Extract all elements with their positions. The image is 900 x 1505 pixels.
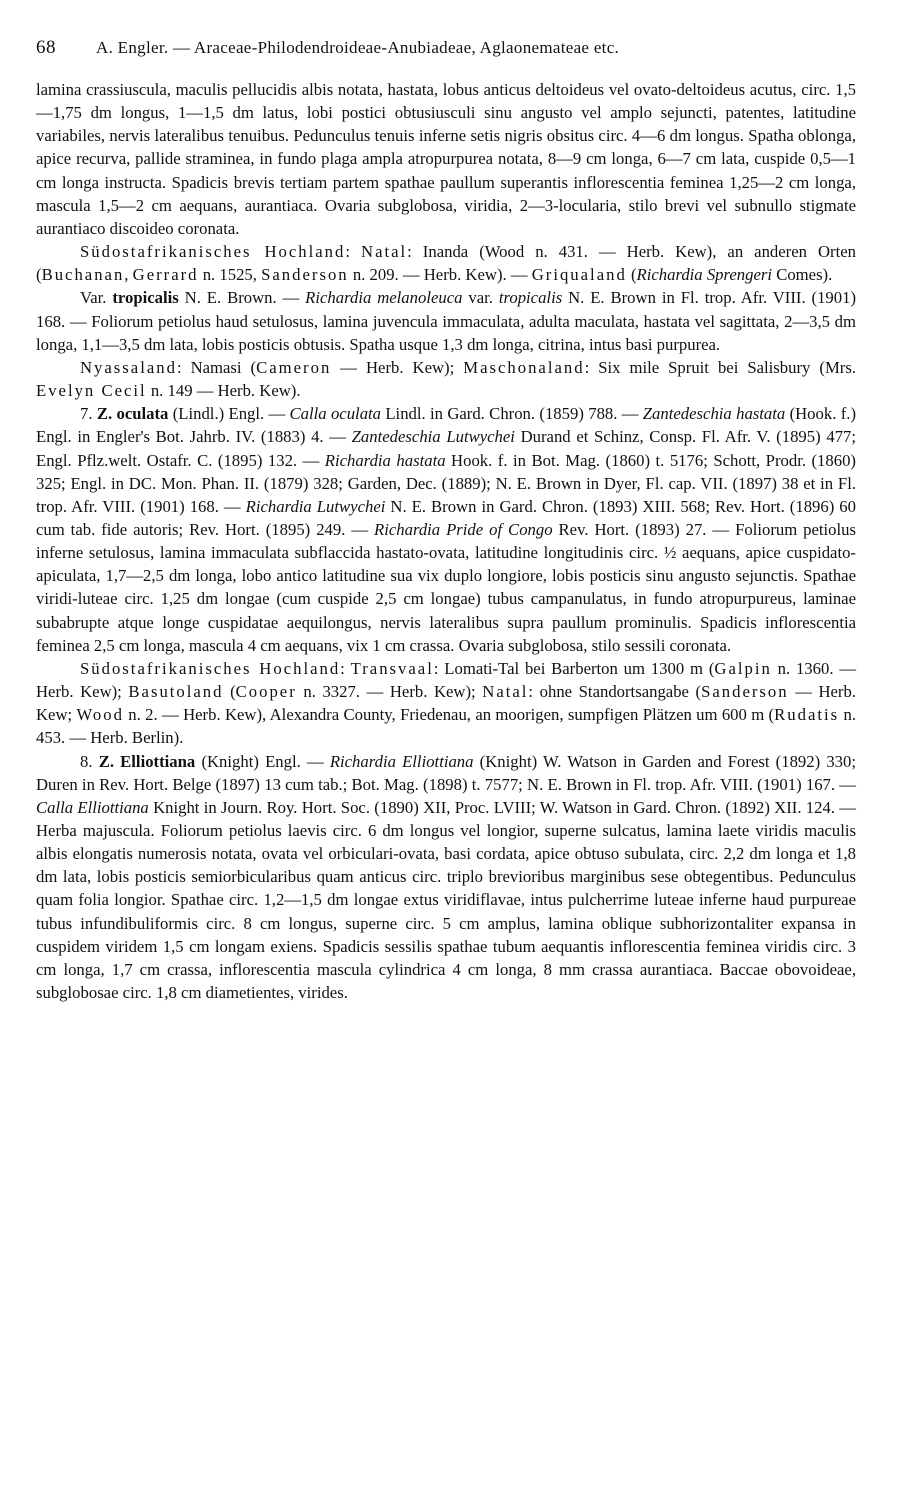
paragraph-p4	[36, 356, 856, 402]
text-run: Knight in Journ. Roy. Hort. Soc. (1890) XII, Proc. LVIII; W. Watson in Gard. Chron. (1892) XII. 124. — Herba majuscula. Foliorum petiolus laevis circ. 6 dm longus vel longior, superne sulcatus, lamina laete viridis maculis albis elongatis numerosis notata, ovata vel orbiculari-ovata, basi cordata, apice obtuso subulata, circ. 2,2 dm longa et 1,8 dm lata, lobis posticis semiorbicularibus quam anticus circ. triplo brevioribus marginibus sese obtegentibus. Pedunculus quam folia longior. Spathae circ. 1,2—1,5 dm longae extus viridiflavae, intus pulcherrime luteae inferne haud purpureae tubus infundibuliformis circ. 8 cm longus, superne circ. 5 cm amplus, lamina oblique subhorizontaliter expansa in cuspidem viridem 1,5 cm longam exiens. Spadicis sessilis spathae tubum aequantis inflorescentia feminea viridis circ. 3 cm longa, 1,7 cm crassa, inflorescentia mascula cylindrica 4 cm longa, 8 mm crassa aurantiaca. Baccae obovoideae, subglobosae circ. 1,8 cm diametientes, virides.	[36, 797, 856, 1003]
text-run: lamina crassiuscula, maculis pellucidis albis notata, hastata, lobus anticus deltoideus vel ovato-deltoideus acutus, circ. 1,5—1,75 dm longus, 1—1,5 dm latus, lobi postici obtusiusculi sinu angusto vel amplo sejuncti, patentes, latitudine variabiles, nervis lateralibus tenuibus. Pedunculus tenuis inferne setis nigris obsitus circ. 4—6 dm longus. Spatha oblonga, apice recurva, pallide straminea, in fundo plaga ampla atropurpurea notata, 8—9 cm longa, 6—7 cm lata, cuspide 0,5—1 cm longa instructa. Spadicis brevis tertiam partem spathae paullum superantis inflorescentia feminea 1,25—2 cm longa, mascula 1,5—2 cm aequans, aurantiaca. Ovaria subglobosa, viridia, 2—3-locularia, stilo brevi vel subnullo stigmate aurantiaco discoideo coronata.	[36, 80, 856, 238]
paragraph-p3	[36, 286, 856, 355]
page-number: 68	[36, 37, 56, 58]
text-run: N. E. Brown. —	[178, 288, 306, 308]
text-run: (	[223, 682, 236, 702]
text-run: (	[626, 265, 637, 285]
text-run: (Lindl.) Engl. —	[168, 404, 290, 424]
italic-taxon-name: tropicalis	[498, 288, 563, 308]
spaced-locality-name: Südostafrikanisches Hochland	[80, 242, 346, 262]
spaced-locality-name: Wood	[76, 705, 124, 725]
italic-taxon-name: Calla Elliottiana	[36, 797, 149, 817]
text-run: (Knight) Engl. —	[195, 751, 330, 771]
text-run: Lindl. in Gard. Chron. (1859) 788. —	[381, 404, 643, 424]
paragraph-p7	[36, 750, 856, 1005]
spaced-locality-name: Buchanan	[41, 265, 125, 285]
italic-taxon-name: Richardia Elliottiana	[329, 751, 474, 771]
text-run: N. E. Brown in Gard. Chron. (1893) XIII. 568; Rev. Hort. (1896) 60 cum tab. fide autoris; Rev. Hort. (1895) 249. —	[36, 496, 856, 539]
italic-taxon-name: Richardia Lutwychei	[245, 496, 386, 516]
text-run: N. E. Brown in Fl. trop. Afr. VIII. (1901) 168. — Foliorum petiolus haud setulosus, lamina juvencula immaculata, adulta maculata, hastata vel sagittata, 2—3,5 dm longa, 1,1—3,5 dm lata, lobis posticis obtusis. Spatha usque 1,3 dm longa, citrina, intus basi purpurea.	[36, 288, 857, 354]
text-run: Durand et Schinz, Consp. Fl. Afr. V. (1895) 477; Engl. Pflz.welt. Ostafr. C. (1895) 132. —	[36, 427, 857, 470]
italic-taxon-name: Richardia melanoleuca	[305, 288, 463, 308]
paragraph-p5	[36, 402, 856, 657]
text-run: : Inanda (Wood n. 431. — Herb. Kew), an anderen Orten (	[36, 242, 856, 285]
italic-taxon-name: Richardia Sprengeri	[636, 265, 773, 285]
spaced-locality-name: Basutoland	[128, 682, 224, 702]
spaced-locality-name: Cameron	[256, 357, 332, 377]
spaced-locality-name: Griqualand	[531, 265, 627, 285]
spaced-locality-name: Sanderson	[261, 265, 349, 285]
spaced-locality-name: Rudatis	[774, 705, 840, 725]
spaced-locality-name: Nyassaland	[80, 357, 177, 377]
spaced-locality-name: Natal	[361, 242, 408, 262]
italic-taxon-name: Zantedeschia Lutwychei	[351, 427, 515, 447]
italic-taxon-name: Richardia Pride of Congo	[374, 519, 553, 539]
text-run: n. 2. — Herb. Kew), Alexandra County, Friedenau, an moorigen, sumpfigen Plätzen um 600 m (	[123, 705, 775, 725]
text-run: Var.	[80, 288, 113, 308]
spaced-locality-name: Gerrard	[132, 265, 199, 285]
bold-taxon-name: tropicalis	[112, 288, 179, 308]
text-run: :	[345, 242, 362, 262]
text-run: Rev. Hort. (1893) 27. — Foliorum petiolus inferne setulosus, lamina immaculata subflaccida hastato-ovata, latitudine longitudinis circ. ½ aequans, apice cuspidato-apiculata, 1,7—2,5 dm longa, lobo antico latitudine sua vix duplo longiore, lobis posticis sinu angusto sejunctis. Spathae viridi-luteae circ. 1,25 dm longae (cum cuspide 2,5 cm longae) tubus campanulatus, in fundo atropurpureus, laminae subabrupte atque longe cuspidatae aequilongus, nervis lateralibus supra paullum prominulis. Spadicis inflorescentia feminea 2,5 cm longa, mascula 4 cm aequans, vix 1 cm crassa. Ovaria subglobosa, stilo sessili coronata.	[36, 519, 857, 655]
text-run: n. 209. — Herb. Kew). —	[348, 265, 532, 285]
spaced-locality-name: Evelyn Cecil	[36, 381, 147, 401]
text-run: var.	[462, 288, 499, 308]
page-header	[36, 36, 856, 60]
italic-taxon-name: Calla oculata	[289, 404, 382, 424]
running-title: A. Engler. — Araceae-Philodendroideae-Anubiadeae, Aglaonemateae etc.	[96, 38, 620, 57]
spaced-locality-name: Cooper	[235, 682, 297, 702]
spaced-locality-name: Natal	[482, 682, 529, 702]
spaced-locality-name: Maschonaland	[463, 357, 585, 377]
text-run: : Namasi (	[176, 357, 257, 377]
paragraph-p2	[36, 240, 856, 286]
text-run: n. 149 — Herb. Kew).	[146, 381, 301, 401]
text-run: n. 3327. — Herb. Kew);	[296, 682, 483, 702]
text-run: : ohne Standortsangabe (	[528, 682, 702, 702]
text-run: ,	[124, 265, 133, 285]
body-text	[36, 78, 856, 1004]
spaced-locality-name: Sanderson	[701, 682, 789, 702]
text-run: 8.	[80, 751, 99, 771]
text-run: — Herb. Kew);	[331, 357, 464, 377]
text-run: 7.	[80, 404, 97, 424]
text-run: (Knight) W. Watson in Garden and Forest (1892) 330; Duren in Rev. Hort. Belge (1897) 13 cum tab.; Bot. Mag. (1898) t. 7577; N. E. Brown in Fl. trop. Afr. VIII. (1901) 167. —	[36, 751, 856, 794]
text-run: n. 1360. — Herb. Kew);	[36, 658, 857, 702]
text-run: :	[340, 658, 351, 678]
paragraph-p6	[36, 657, 856, 750]
italic-taxon-name: Richardia hastata	[324, 450, 446, 470]
text-run: : Lomati-Tal bei Barberton um 1300 m (	[433, 658, 715, 678]
text-run: n. 1525,	[198, 265, 262, 285]
text-run: Comes).	[772, 265, 833, 285]
spaced-locality-name: Galpin	[714, 658, 772, 678]
text-run: (Hook. f.) Engl. in Engler's Bot. Jahrb. IV. (1883) 4. —	[36, 404, 857, 447]
text-run: n. 453. — Herb. Berlin).	[36, 705, 856, 748]
bold-taxon-name: Z. Elliottiana	[98, 751, 196, 771]
spaced-locality-name: Südostafrikanisches Hochland	[80, 658, 341, 678]
text-run: Hook. f. in Bot. Mag. (1860) t. 5176; Schott, Prodr. (1860) 325; Engl. in DC. Mon. Phan. II. (1879) 328; Garden, Dec. (1889); N. E. Brown in Dyer, Fl. cap. VII. (1897) 38 et in Fl. trop. Afr. VIII. (1901) 168. —	[36, 450, 856, 516]
paragraph-p1	[36, 78, 856, 240]
spaced-locality-name: Transvaal	[350, 658, 434, 678]
text-run: : Six mile Spruit bei Salisbury (Mrs.	[584, 357, 857, 377]
text-run: — Herb. Kew;	[36, 682, 857, 725]
bold-taxon-name: Z. oculata	[96, 404, 169, 424]
italic-taxon-name: Zantedeschia hastata	[642, 404, 786, 424]
